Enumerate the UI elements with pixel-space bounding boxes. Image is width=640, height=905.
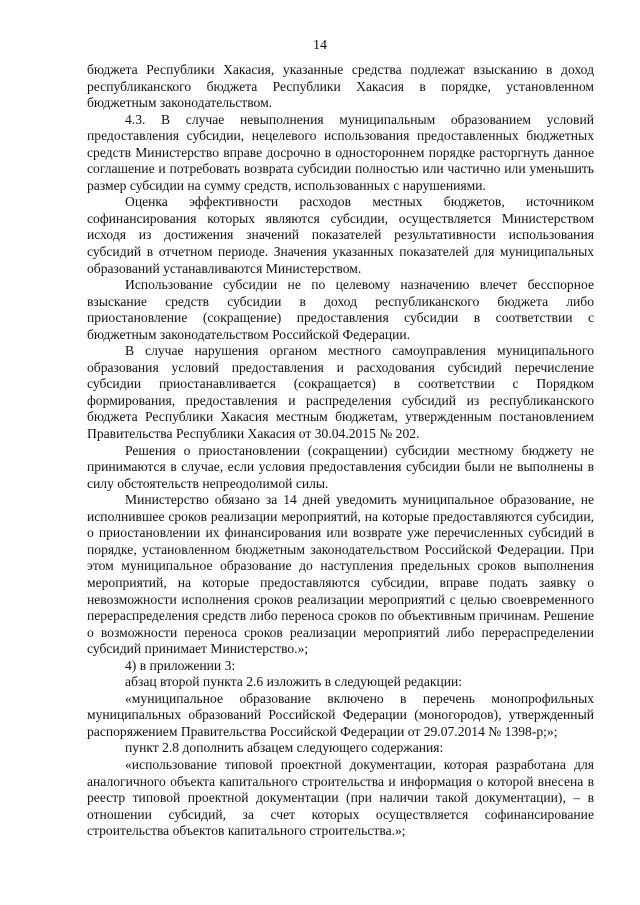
paragraph-typical-design-quote: «использование типовой проектной документации, которая разработана для аналогичного объекта капитального строительства и информация о которой внесена в реестр типовой проектной документации (при наличии такой документации), – в отношении субсидий, за счет которых осуществляется софинансирование строительства объектов капитального строительства.»; — [87, 756, 594, 839]
paragraph-item-4: 4) в приложении 3: — [125, 657, 236, 673]
paragraph-4-3: 4.3. В случае невыполнения муниципальным образованием условий предоставления субсидии, нецелевого использования предоставленных бюджетных средств Министерство вправе досрочно в одностороннем порядке расторгнуть данное соглашение и потребовать возврата субсидии полностью или частично или уменьшить размер субсидии на сумму средств, использованных с нарушениями. — [87, 111, 594, 193]
paragraph-efficiency-assessment: Оценка эффективности расходов местных бюджетов, источником софинансирования которых являются субсидии, осуществляется Министерством исходя из достижения значений показателей результативности использования субсидий в отчетном периоде. Значения указанных показателей для муниципальных образований устанавливаются Министерством. — [87, 194, 594, 276]
paragraph-misuse-recovery: Использование субсидии не по целевому назначению влечет бесспорное взыскание средств субсидии в доход республиканского бюджета либо приостановление (сокращение) предоставления субсидии в соответствии с бюджетным законодательством Российской Федерации. — [87, 277, 594, 342]
paragraph-continuation: бюджета Республики Хакасия, указанные средства подлежат взысканию в доход республиканского бюджета Республики Хакасия в порядке, установленном бюджетным законодательством. — [87, 62, 594, 111]
paragraph-force-majeure: Решения о приостановлении (сокращении) субсидии местному бюджету не принимаются в случае, если условия предоставления субсидии были не выполнены в силу обстоятельств непреодолимой силы. — [87, 442, 594, 491]
paragraph-ministry-notification: Министерство обязано за 14 дней уведомить муниципальное образование, не исполнившее сроков реализации мероприятий, на которые предоставляются субсидии, о приостановлении их финансирования или возврате уже перечисленных субсидий в порядке, установленном бюджетным законодательством Российской Федерации. При этом муниципальное образование до наступления предельных сроков выполнения мероприятий, на которые предоставляются субсидии, вправе подать заявку о невозможности исполнения сроков реализации мероприятий с целью своевременного перераспределения средств либо переноса сроков по объективным причинам. Решение о возможности переноса сроков реализации мероприятий либо перераспределении субсидий принимает Министерство.»; — [87, 492, 594, 657]
paragraph-clause-2-8: пункт 2.8 дополнить абзацем следующего содержания: — [125, 740, 444, 756]
paragraph-monotown-quote: «муниципальное образование включено в перечень монопрофильных муниципальных образований Российской Федерации (моногородов), утвержденный распоряжением Правительства Российской Федерации от 29.07.2014 № 1398-р;»; — [87, 690, 594, 739]
page-number: 14 — [313, 38, 327, 53]
paragraph-clause-2-6: абзац второй пункта 2.6 изложить в следующей редакции: — [125, 674, 463, 690]
paragraph-violation-suspension: В случае нарушения органом местного самоуправления муниципального образования условий предоставления и расходования субсидий перечисление субсидии приостанавливается (сокращается) в соответствии с Порядком формирования, предоставления и распределения субсидий из республиканского бюджета Республики Хакасия местным бюджетам, утвержденным постановлением Правительства Республики Хакасия от 30.04.2015 № 202. — [87, 343, 594, 442]
document-body — [87, 62, 594, 840]
